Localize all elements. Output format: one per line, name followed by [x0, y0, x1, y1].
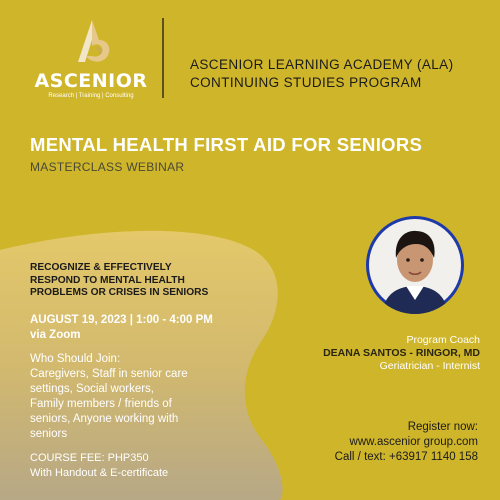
- fee-amount: COURSE FEE: PHP350: [30, 452, 149, 464]
- header-divider: [162, 18, 164, 98]
- coach-role: Program Coach: [406, 334, 480, 346]
- objective-text: [30, 262, 270, 300]
- audience-section: [30, 352, 245, 442]
- academy-line-2: CONTINUING STUDIES PROGRAM: [190, 75, 422, 90]
- logo-name: ASCENIOR: [34, 70, 148, 92]
- logo-tagline: Research | Training | Consulting: [48, 93, 134, 99]
- course-fee: [30, 451, 270, 481]
- objective-line-1: RECOGNIZE & EFFECTIVELY: [30, 262, 172, 273]
- registration-info: [290, 420, 478, 465]
- logo-mark-icon: [72, 18, 112, 70]
- register-label: Register now:: [407, 421, 478, 433]
- page-subtitle: MASTERCLASS WEBINAR: [30, 160, 185, 174]
- coach-portrait-icon: [366, 216, 464, 314]
- academy-heading: [190, 56, 490, 92]
- coach-photo: [366, 216, 464, 314]
- audience-line-1: Caregivers, Staff in senior care: [30, 368, 188, 380]
- page-title: MENTAL HEALTH FIRST AID FOR SENIORS: [30, 134, 423, 155]
- audience-line-4: seniors, Anyone working with: [30, 413, 179, 425]
- ascenior-logo: [26, 18, 156, 100]
- schedule: [30, 313, 270, 343]
- audience-line-2: settings, Social workers,: [30, 383, 154, 395]
- register-contact: Call / text: +63917 1140 158: [334, 451, 478, 463]
- audience-line-3: Family members / friends of: [30, 398, 172, 410]
- schedule-date-time: AUGUST 19, 2023 | 1:00 - 4:00 PM: [30, 314, 213, 326]
- academy-line-1: ASCENIOR LEARNING ACADEMY (ALA): [190, 57, 454, 72]
- coach-specialty: Geriatrician - Internist: [379, 360, 480, 372]
- register-website[interactable]: www.ascenior group.com: [349, 436, 478, 448]
- audience-line-5: seniors: [30, 428, 68, 440]
- coach-name: DEANA SANTOS - RINGOR, MD: [323, 347, 480, 359]
- objective-line-3: PROBLEMS OR CRISES IN SENIORS: [30, 287, 209, 298]
- coach-info: [280, 334, 480, 373]
- schedule-platform: via Zoom: [30, 329, 81, 341]
- fee-inclusions: With Handout & E-certificate: [30, 467, 169, 479]
- objective-line-2: RESPOND TO MENTAL HEALTH: [30, 274, 185, 286]
- audience-heading: Who Should Join:: [30, 353, 121, 365]
